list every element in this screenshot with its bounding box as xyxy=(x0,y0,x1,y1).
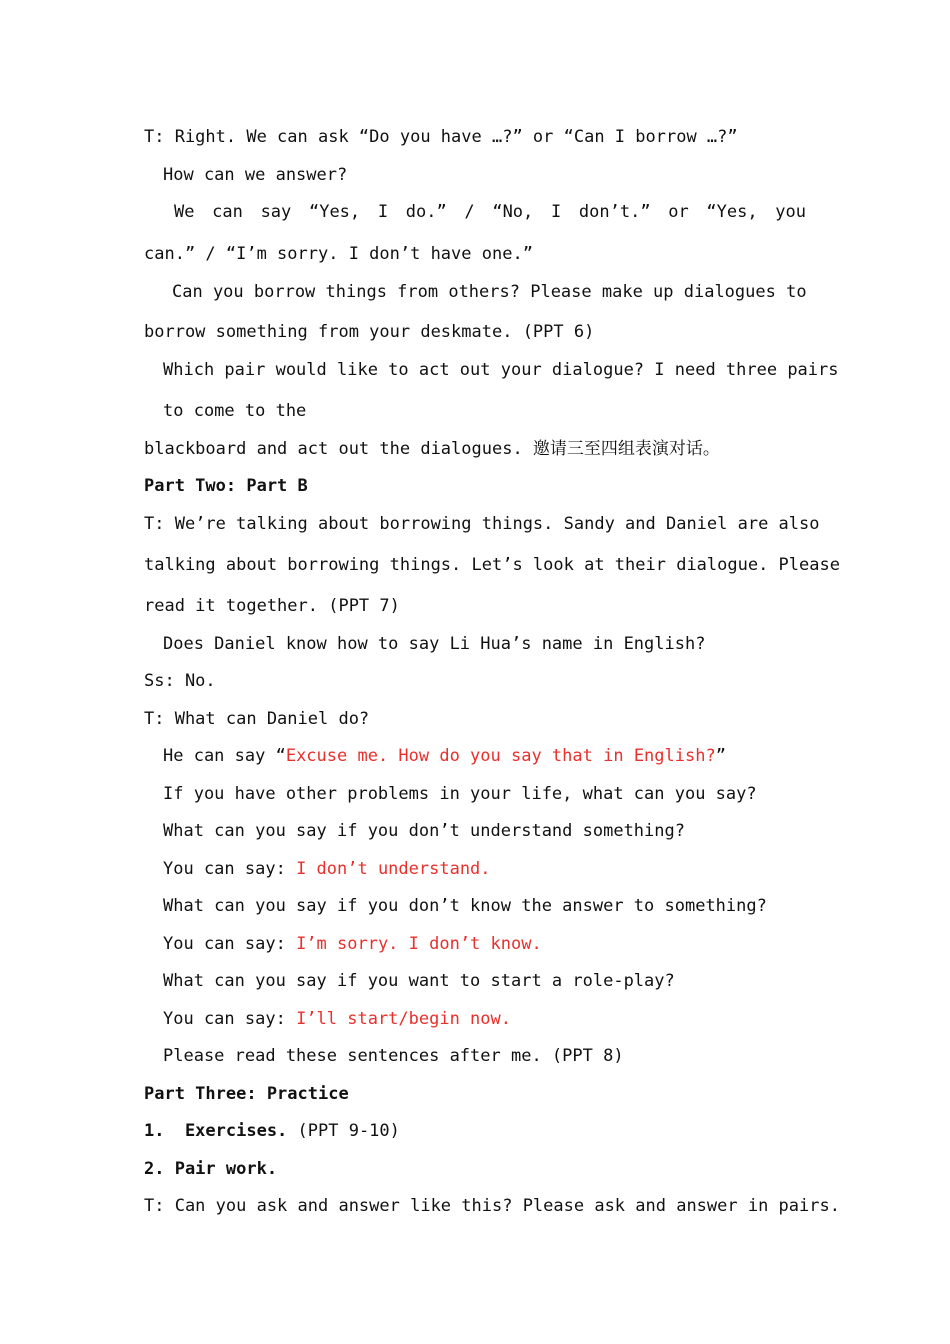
excuse-me-line xyxy=(163,743,806,769)
answer-options-line-2: can.” / “I’m sorry. I don’t have one.” xyxy=(144,244,533,264)
part-two-line-1: T: We’re talking about borrowing things. Sandy and Daniel are also xyxy=(144,514,820,534)
excuse-me-prefix: He can say “ xyxy=(163,746,286,766)
teacher-line-ask: T: Right. We can ask “Do you have …?” or “Can I borrow …?” xyxy=(144,127,738,147)
question-how-answer: How can we answer? xyxy=(163,165,348,185)
answer-options-line-1: We can say “Yes, I do.” / “No, I don’t.” or “Yes, you xyxy=(174,202,806,222)
borrow-instruction-line-2: borrow something from your deskmate. (PPT 6) xyxy=(144,322,595,342)
answer-role-play xyxy=(163,1006,806,1032)
phrase-start-now: I’ll start/begin now. xyxy=(296,1009,511,1029)
exercises-label: 1. Exercises. xyxy=(144,1121,288,1141)
heading-part-three: Part Three: Practice xyxy=(144,1084,349,1104)
teacher-question-daniel-do: T: What can Daniel do? xyxy=(144,709,370,729)
answer-not-know xyxy=(163,931,806,957)
pair-work-instruction: T: Can you ask and answer like this? Please ask and answer in pairs. xyxy=(144,1196,840,1216)
part-two-line-3: read it together. (PPT 7) xyxy=(144,596,400,616)
borrow-instruction-line-1: Can you borrow things from others? Please make up dialogues to xyxy=(172,282,807,302)
exercises-ppt-ref: (PPT 9-10) xyxy=(287,1121,400,1141)
act-out-line-1: Which pair would like to act out your dialogue? I need three pairs xyxy=(163,360,839,380)
pair-work-item: 2. Pair work. xyxy=(144,1159,278,1179)
part-two-line-2: talking about borrowing things. Let’s look at their dialogue. Please xyxy=(144,555,840,575)
question-not-understand: What can you say if you don’t understand something? xyxy=(163,821,685,841)
excuse-me-phrase: Excuse me. How do you say that in English? xyxy=(285,746,716,766)
answer-prefix-1: You can say: xyxy=(163,859,297,879)
act-out-line-2: to come to the xyxy=(163,401,307,421)
heading-part-two: Part Two: Part B xyxy=(144,476,308,496)
answer-prefix-2: You can say: xyxy=(163,934,297,954)
excuse-me-suffix: ” xyxy=(715,746,726,766)
question-not-know: What can you say if you don’t know the answer to something? xyxy=(163,896,767,916)
answer-not-understand xyxy=(163,856,806,882)
question-daniel: Does Daniel know how to say Li Hua’s name in English? xyxy=(163,634,706,654)
students-answer: Ss: No. xyxy=(144,671,216,691)
question-role-play: What can you say if you want to start a role-play? xyxy=(163,971,675,991)
phrase-not-understand: I don’t understand. xyxy=(296,859,491,879)
read-after-me-line: Please read these sentences after me. (PPT 8) xyxy=(163,1046,624,1066)
phrase-not-know: I’m sorry. I don’t know. xyxy=(296,934,542,954)
other-problems-line: If you have other problems in your life, what can you say? xyxy=(163,784,757,804)
exercises-item xyxy=(144,1118,806,1144)
act-out-line-3: blackboard and act out the dialogues. 邀请三至四组表演对话。 xyxy=(144,439,720,459)
answer-prefix-3: You can say: xyxy=(163,1009,297,1029)
